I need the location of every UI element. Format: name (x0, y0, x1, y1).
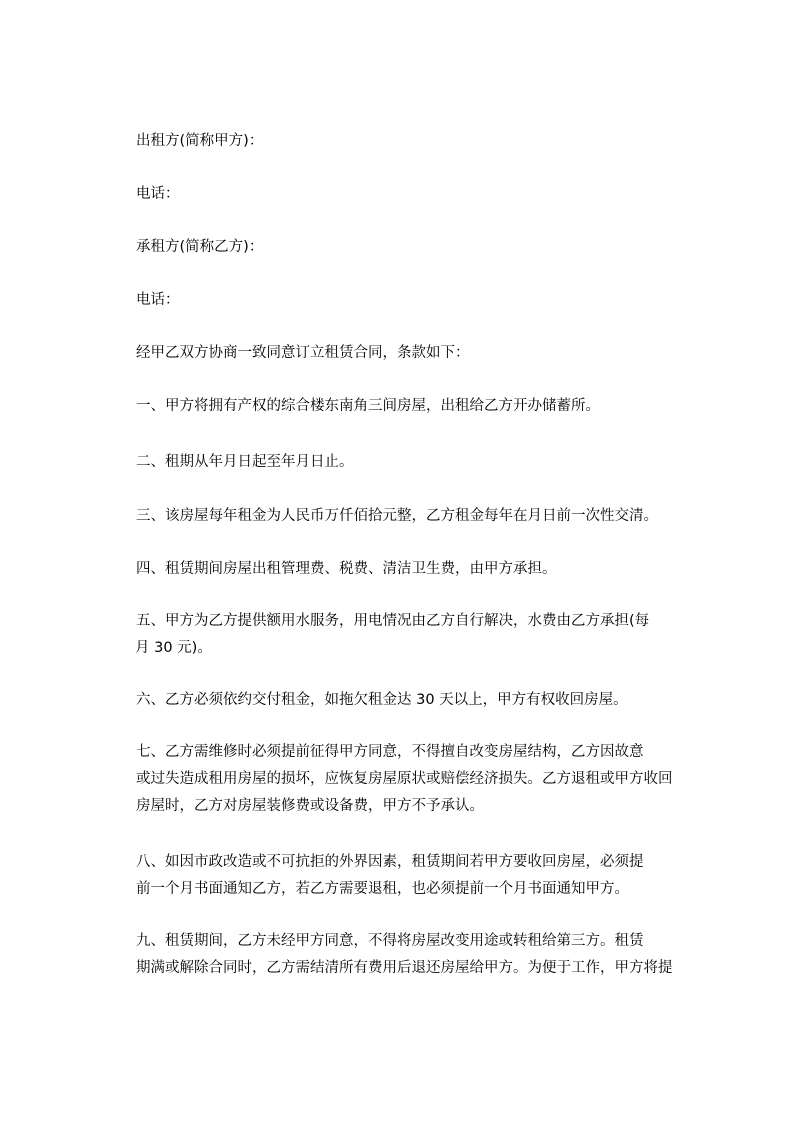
clause-9-line-2: 期满或解除合同时，乙方需结清所有费用后退还房屋给甲方。为便于工作，甲方将提 (136, 960, 673, 976)
clause-5-line-1: 五、甲方为乙方提供额用水服务，用电情况由乙方自行解决，水费由乙方承担(每 (136, 613, 650, 629)
clause-8-line-2: 前一个月书面通知乙方，若乙方需要退租，也必须提前一个月书面通知甲方。 (136, 881, 629, 897)
clause-4: 四、租赁期间房屋出租管理费、税费、清洁卫生费，由甲方承担。 (136, 561, 557, 577)
lessee-line: 承租方(简称乙方)： (136, 239, 264, 255)
clause-9-line-1: 九、租赁期间，乙方未经甲方同意，不得将房屋改变用途或转租给第三方。租赁 (136, 933, 644, 949)
clause-9 (136, 928, 716, 982)
clause-7-line-2: 或过失造成租用房屋的损坏，应恢复房屋原状或赔偿经济损失。乙方退租或甲方收回 (136, 771, 673, 787)
clause-7 (136, 739, 716, 820)
clause-7-line-3: 房屋时，乙方对房屋装修费或设备费，甲方不予承认。 (136, 798, 484, 814)
lessor-line: 出租方(简称甲方)： (136, 133, 264, 149)
clause-6: 六、乙方必须依约交付租金，如拖欠租金达 30 天以上，甲方有权收回房屋。 (136, 692, 628, 708)
clause-8-line-1: 八、如因市政改造或不可抗拒的外界因素，租赁期间若甲方要收回房屋，必须提 (136, 854, 644, 870)
agreement-intro: 经甲乙双方协商一致同意订立租赁合同，条款如下： (136, 345, 470, 361)
clause-8 (136, 849, 716, 903)
clause-2: 二、租期从年月日起至年月日止。 (136, 454, 354, 470)
clause-3: 三、该房屋每年租金为人民币万仟佰拾元整，乙方租金每年在月日前一次性交清。 (136, 508, 658, 524)
clause-7-line-1: 七、乙方需维修时必须提前征得甲方同意，不得擅自改变房屋结构，乙方因故意 (136, 744, 644, 760)
clause-5-line-2: 月 30 元)。 (135, 640, 212, 656)
clause-5 (136, 608, 716, 662)
clause-1: 一、甲方将拥有产权的综合楼东南角三间房屋，出租给乙方开办储蓄所。 (136, 398, 600, 414)
lessor-phone-line: 电话： (136, 186, 180, 202)
lessee-phone-line: 电话： (136, 292, 180, 308)
